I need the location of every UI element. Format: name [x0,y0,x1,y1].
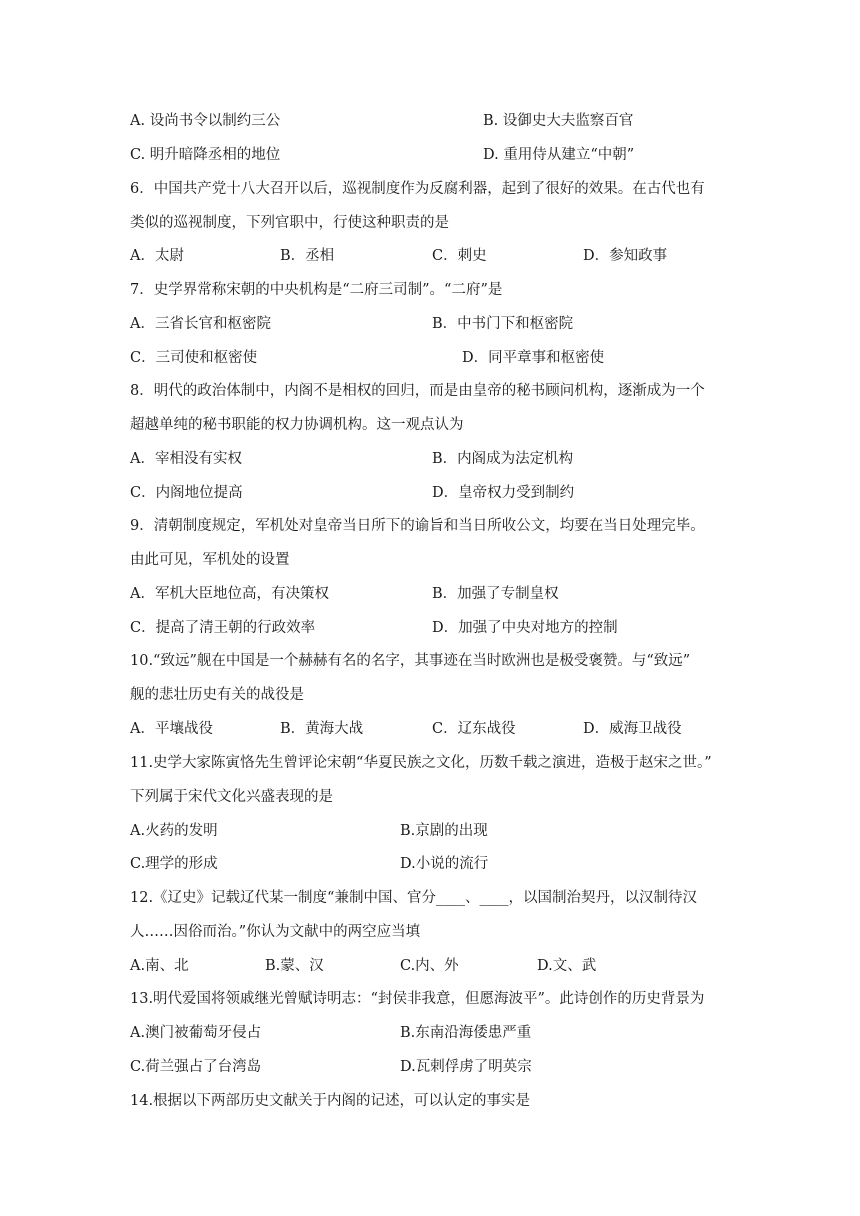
q7-stem-line-1: 7．史学界常称宋朝的中央机构是“二府三司制”。“二府”是 [130,282,503,298]
q10-option-a: A．平壤战役 [130,721,213,737]
q8-stem-line-2: 超越单纯的秘书职能的权力协调机构。这一观点认为 [130,417,464,433]
q5-option-d: D. 重用侍从建立“中朝” [483,147,635,163]
q11-option-d: D.小说的流行 [400,856,489,872]
q10-stem-line-1: 10.“致远”舰在中国是一个赫赫有名的名字，其事迹在当时欧洲也是极受褒赞。与“致远” [130,653,691,669]
q12-option-c: C.内、外 [400,958,459,974]
q6-option-b: B．丞相 [280,248,335,264]
q12-option-b: B.蒙、汉 [265,958,324,974]
q8-option-c: C．内阁地位提高 [130,485,243,501]
q7-option-c: C．三司使和枢密使 [130,350,258,366]
q11-option-b: B.京剧的出现 [400,823,488,839]
q8-stem-line-1: 8．明代的政治体制中，内阁不是相权的回归，而是由皇帝的秘书顾问机构，逐渐成为一个 [130,383,705,399]
q12-option-d: D.文、武 [537,958,597,974]
q9-stem-line-1: 9．清朝制度规定，军机处对皇帝当日所下的谕旨和当日所收公文，均要在当日处理完毕。 [130,518,705,534]
q6-stem-line-1: 6．中国共产党十八大召开以后，巡视制度作为反腐利器，起到了很好的效果。在古代也有 [130,181,705,197]
q6-option-c: C．刺史 [432,248,487,264]
q10-option-d: D．威海卫战役 [583,721,682,737]
q8-option-b: B．内阁成为法定机构 [432,451,574,467]
q10-option-b: B．黄海大战 [280,721,364,737]
q5-option-c: C. 明升暗降丞相的地位 [130,147,281,163]
q13-option-b: B.东南沿海倭患严重 [400,1025,532,1041]
q13-option-c: C.荷兰强占了台湾岛 [130,1059,262,1075]
q11-stem-line-2: 下列属于宋代文化兴盛表现的是 [130,789,333,805]
q9-option-a: A．军机大臣地位高，有决策权 [130,586,329,602]
q12-stem-line-2: 人……因俗而治。”你认为文献中的两空应当填 [130,924,421,940]
q7-option-b: B．中书门下和枢密院 [432,316,574,332]
q9-option-b: B．加强了专制皇权 [432,586,559,602]
q9-option-c: C．提高了清王朝的行政效率 [130,620,316,636]
q9-stem-line-2: 由此可见，军机处的设置 [130,552,290,568]
q11-option-c: C.理学的形成 [130,856,218,872]
q10-stem-line-2: 舰的悲壮历史有关的战役是 [130,687,304,703]
q13-option-a: A.澳门被葡萄牙侵占 [130,1025,262,1041]
q13-stem-line-1: 13.明代爱国将领戚继光曾赋诗明志：“封侯非我意，但愿海波平”。此诗创作的历史背景为 [130,991,705,1007]
q5-option-a: A. 设尚书令以制约三公 [130,113,281,129]
q11-stem-line-1: 11.史学大家陈寅恪先生曾评论宋朝“华夏民族之文化，历数千载之演进，造极于赵宋之世。” [130,755,712,771]
q6-option-a: A．太尉 [130,248,184,264]
q5-option-b: B. 设御史大夫监察百官 [483,113,634,129]
q6-option-d: D．参知政事 [583,248,668,264]
q8-option-d: D．皇帝权力受到制约 [432,485,575,501]
q8-option-a: A．宰相没有实权 [130,451,242,467]
q12-stem-line-1: 12.《辽史》记载辽代某一制度“兼制中国、官分____、____，以国制治契丹，以汉制待汉 [130,890,697,906]
q14-stem-line-1: 14.根据以下两部历史文献关于内阁的记述，可以认定的事实是 [130,1093,531,1109]
q7-option-a: A．三省长官和枢密院 [130,316,271,332]
q9-option-d: D．加强了中央对地方的控制 [432,620,618,636]
q11-option-a: A.火药的发明 [130,823,218,839]
q12-option-a: A.南、北 [130,958,189,974]
q13-option-d: D.瓦剌俘虏了明英宗 [400,1059,532,1075]
q7-option-d: D．同平章事和枢密使 [462,350,605,366]
q10-option-c: C．辽东战役 [432,721,516,737]
q6-stem-line-2: 类似的巡视制度，下列官职中，行使这种职责的是 [130,215,449,231]
